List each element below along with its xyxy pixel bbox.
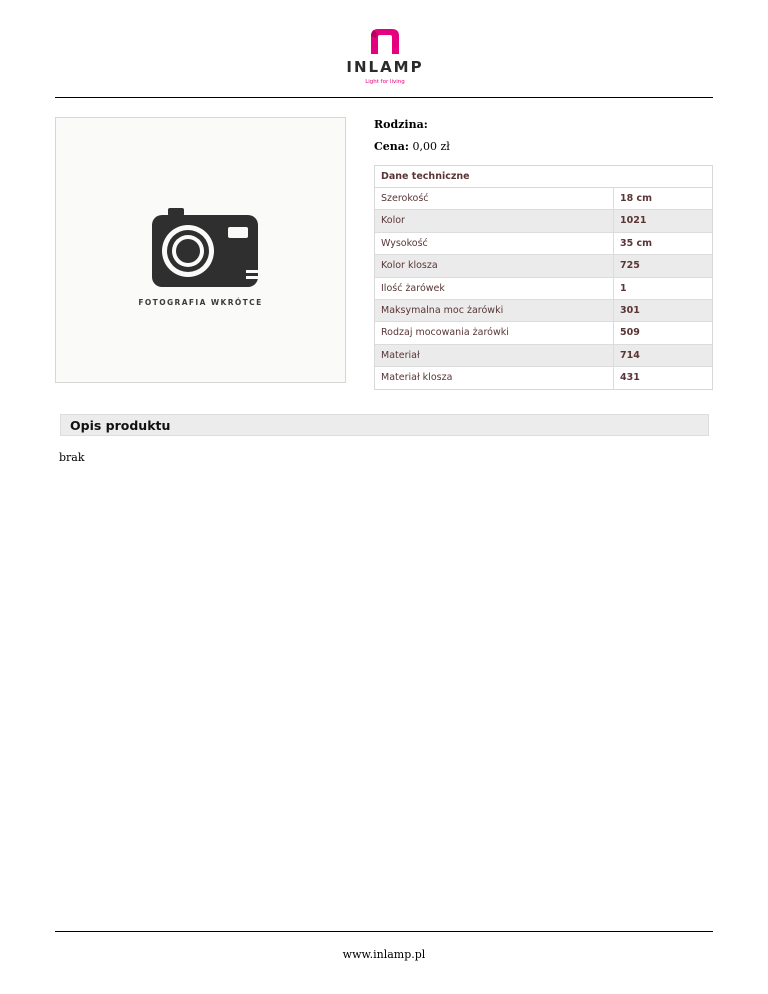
price-value: 0,00 zł: [412, 140, 450, 153]
spec-label: Ilość żarówek: [375, 278, 614, 299]
spec-value: 301: [620, 304, 640, 316]
brand-name: INLAMP: [346, 58, 424, 76]
spec-label: Szerokość: [375, 188, 614, 209]
family-line: [374, 118, 428, 131]
family-label: Rodzina:: [374, 118, 428, 131]
table-row: [375, 233, 712, 255]
tech-table: [374, 165, 713, 390]
header-divider: [55, 97, 713, 98]
table-row: [375, 255, 712, 277]
description-header: [60, 414, 709, 436]
spec-label: Rodzaj mocowania żarówki: [375, 322, 614, 343]
camera-icon: [150, 208, 260, 288]
spec-label: Kolor klosza: [375, 255, 614, 276]
photo-caption: FOTOGRAFIA WKRÓTCE: [138, 298, 263, 307]
spec-label: Wysokość: [375, 233, 614, 254]
footer-divider: [55, 931, 713, 932]
spec-value: 714: [620, 349, 640, 361]
table-row: [375, 322, 712, 344]
spec-label: Maksymalna moc żarówki: [375, 300, 614, 321]
spec-label: Materiał klosza: [375, 367, 614, 388]
spec-value: 35 cm: [620, 237, 653, 249]
table-row: [375, 345, 712, 367]
spec-value: 725: [620, 260, 640, 272]
tech-rows: [375, 188, 712, 389]
table-row: [375, 367, 712, 388]
description-text: brak: [59, 451, 85, 464]
table-row: [375, 300, 712, 322]
brand-logo: [330, 28, 440, 90]
spec-value: 509: [620, 327, 640, 339]
spec-value: 18 cm: [620, 193, 653, 204]
table-row: [375, 210, 712, 232]
brand-tagline: Light for living: [365, 79, 405, 85]
product-photo: [55, 117, 346, 383]
table-row: [375, 278, 712, 300]
inlamp-logo-icon: [368, 28, 402, 54]
spec-value: 431: [620, 372, 640, 384]
tech-table-title: Dane techniczne: [375, 166, 712, 188]
spec-label: Kolor: [375, 210, 614, 231]
spec-value: 1021: [620, 215, 647, 227]
footer-url[interactable]: www.inlamp.pl: [342, 948, 426, 961]
price-line: [374, 140, 450, 153]
spec-value: 1: [620, 282, 627, 294]
spec-label: Materiał: [375, 345, 614, 366]
description-title: Opis produktu: [70, 418, 171, 433]
table-row: [375, 188, 712, 210]
price-label: Cena:: [374, 140, 409, 153]
